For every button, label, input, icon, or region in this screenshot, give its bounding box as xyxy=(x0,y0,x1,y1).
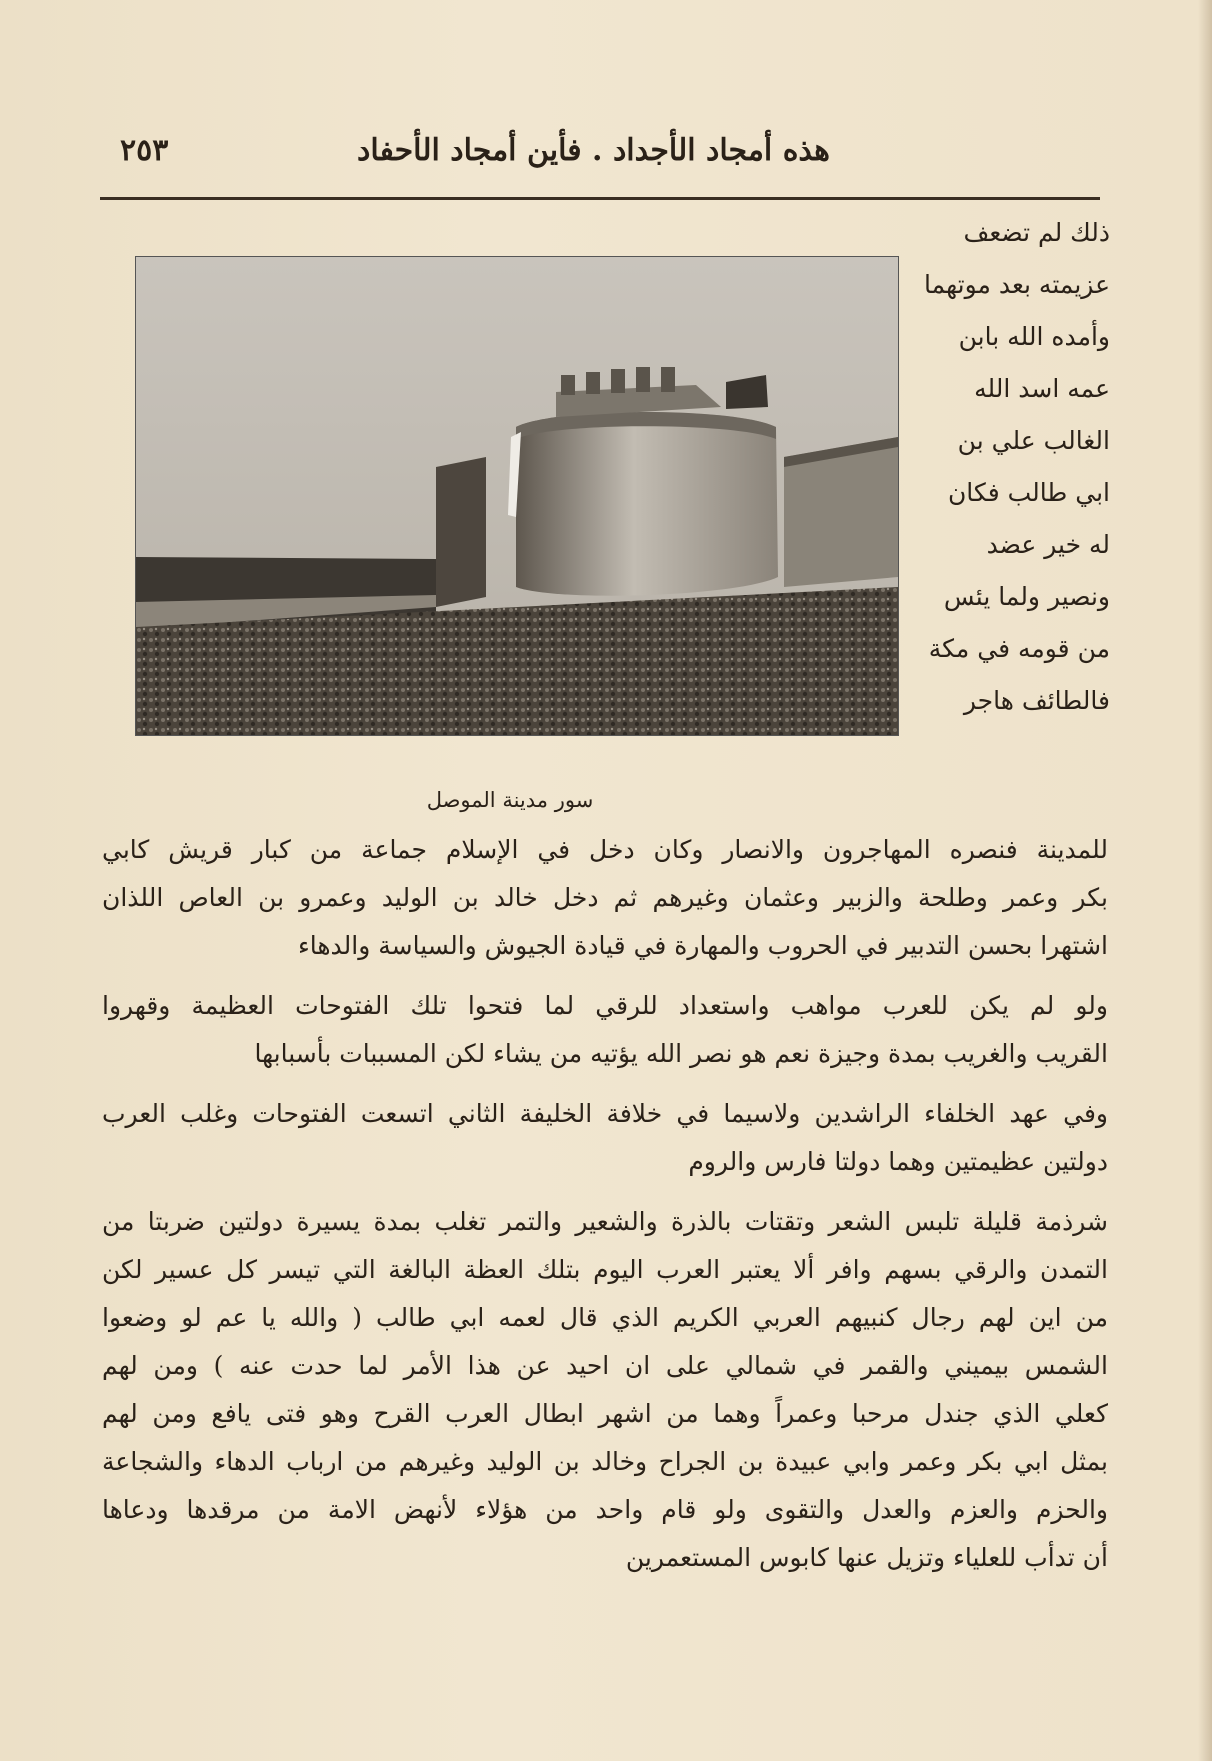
photo-caption: سور مدينة الموصل xyxy=(426,788,594,812)
paragraph-2 xyxy=(102,982,1108,1078)
paragraph-1 xyxy=(102,826,1108,970)
text-line: التمدن والرقي بسهم وافر ألا يعتبر العرب اليوم بتلك العظة البالغة التي تيسر كل عسير لكن xyxy=(102,1255,1108,1284)
body-text xyxy=(102,826,1108,1582)
text-line: اشتهرا بحسن التدبير في الحروب والمهارة في قيادة الجيوش والسياسة والدهاء xyxy=(298,931,1108,960)
side-text-column xyxy=(924,212,1110,732)
side-line: فالطائف هاجر xyxy=(963,686,1110,715)
side-line: ذلك لم تضعف xyxy=(963,218,1110,247)
text-line: للمدينة فنصره المهاجرون والانصار وكان دخل في الإسلام جماعة من كبار قريش كابي xyxy=(102,835,1108,864)
photo-illustration xyxy=(136,257,898,735)
side-line: له خير عضد xyxy=(986,530,1110,559)
side-line: ونصير ولما يئس xyxy=(943,582,1110,611)
page-number: ٢٥٣ xyxy=(120,133,169,168)
text-line: شرذمة قليلة تلبس الشعر وتقتات بالذرة والشعير والتمر تغلب بمدة يسيرة دولتين ضربتا من xyxy=(102,1207,1108,1236)
header-rule xyxy=(100,197,1100,200)
side-line: وأمده الله بابن xyxy=(958,322,1110,351)
text-line: بكر وعمر وطلحة والزبير وعثمان وغيرهم ثم دخل خالد بن الوليد وعمرو بن العاص اللذان xyxy=(102,883,1108,912)
paragraph-3 xyxy=(102,1090,1108,1186)
text-line: دولتين عظيمتين وهما دولتا فارس والروم xyxy=(688,1147,1108,1176)
side-line: عمه اسد الله xyxy=(974,374,1110,403)
text-line: الشمس بيميني والقمر في شمالي على ان احيد عن هذا الأمر لما حدت عنه ) ومن لهم xyxy=(102,1351,1108,1380)
text-line: من اين لهم رجال كنبيهم العربي الكريم الذي قال لعمه ابي طالب ( والله يا عم لو وضعوا xyxy=(102,1303,1108,1332)
text-line: أن تدأب للعلياء وتزيل عنها كابوس المستعمرين xyxy=(625,1543,1108,1572)
text-line: القريب والغريب بمدة وجيزة نعم هو نصر الله يؤتيه من يشاء لكن المسببات بأسبابها xyxy=(254,1039,1108,1068)
text-line: بمثل ابي بكر وعمر وابي عبيدة بن الجراح وخالد بن الوليد وغيرهم من ارباب الدهاء والشجاعة xyxy=(102,1447,1108,1476)
side-line: ابي طالب فكان xyxy=(947,478,1110,507)
text-line: كعلي الذي جندل مرحبا وعمراً وهما من اشهر ابطال العرب القرح وهو فتى يافع ومن لهم xyxy=(102,1399,1108,1428)
running-header xyxy=(120,125,1110,185)
running-title: هذه أمجاد الأجداد . فأين أمجاد الأحفاد xyxy=(356,133,830,168)
side-line: من قومه في مكة xyxy=(928,634,1110,663)
side-line: عزيمته بعد موتهما xyxy=(924,270,1110,299)
text-line: وفي عهد الخلفاء الراشدين ولاسيما في خلافة الخليفة الثاني اتسعت الفتوحات وغلب العرب xyxy=(102,1099,1108,1128)
mosul-wall-photo xyxy=(135,256,899,736)
side-line: الغالب علي بن xyxy=(957,426,1110,455)
text-line: ولو لم يكن للعرب مواهب واستعداد للرقي لما فتحوا تلك الفتوحات العظيمة وقهروا xyxy=(102,991,1108,1020)
text-line: والحزم والعزم والعدل والتقوى ولو قام واحد من هؤلاء لأنهض الامة من مرقدها ودعاها xyxy=(102,1495,1108,1524)
paragraph-4 xyxy=(102,1198,1108,1582)
